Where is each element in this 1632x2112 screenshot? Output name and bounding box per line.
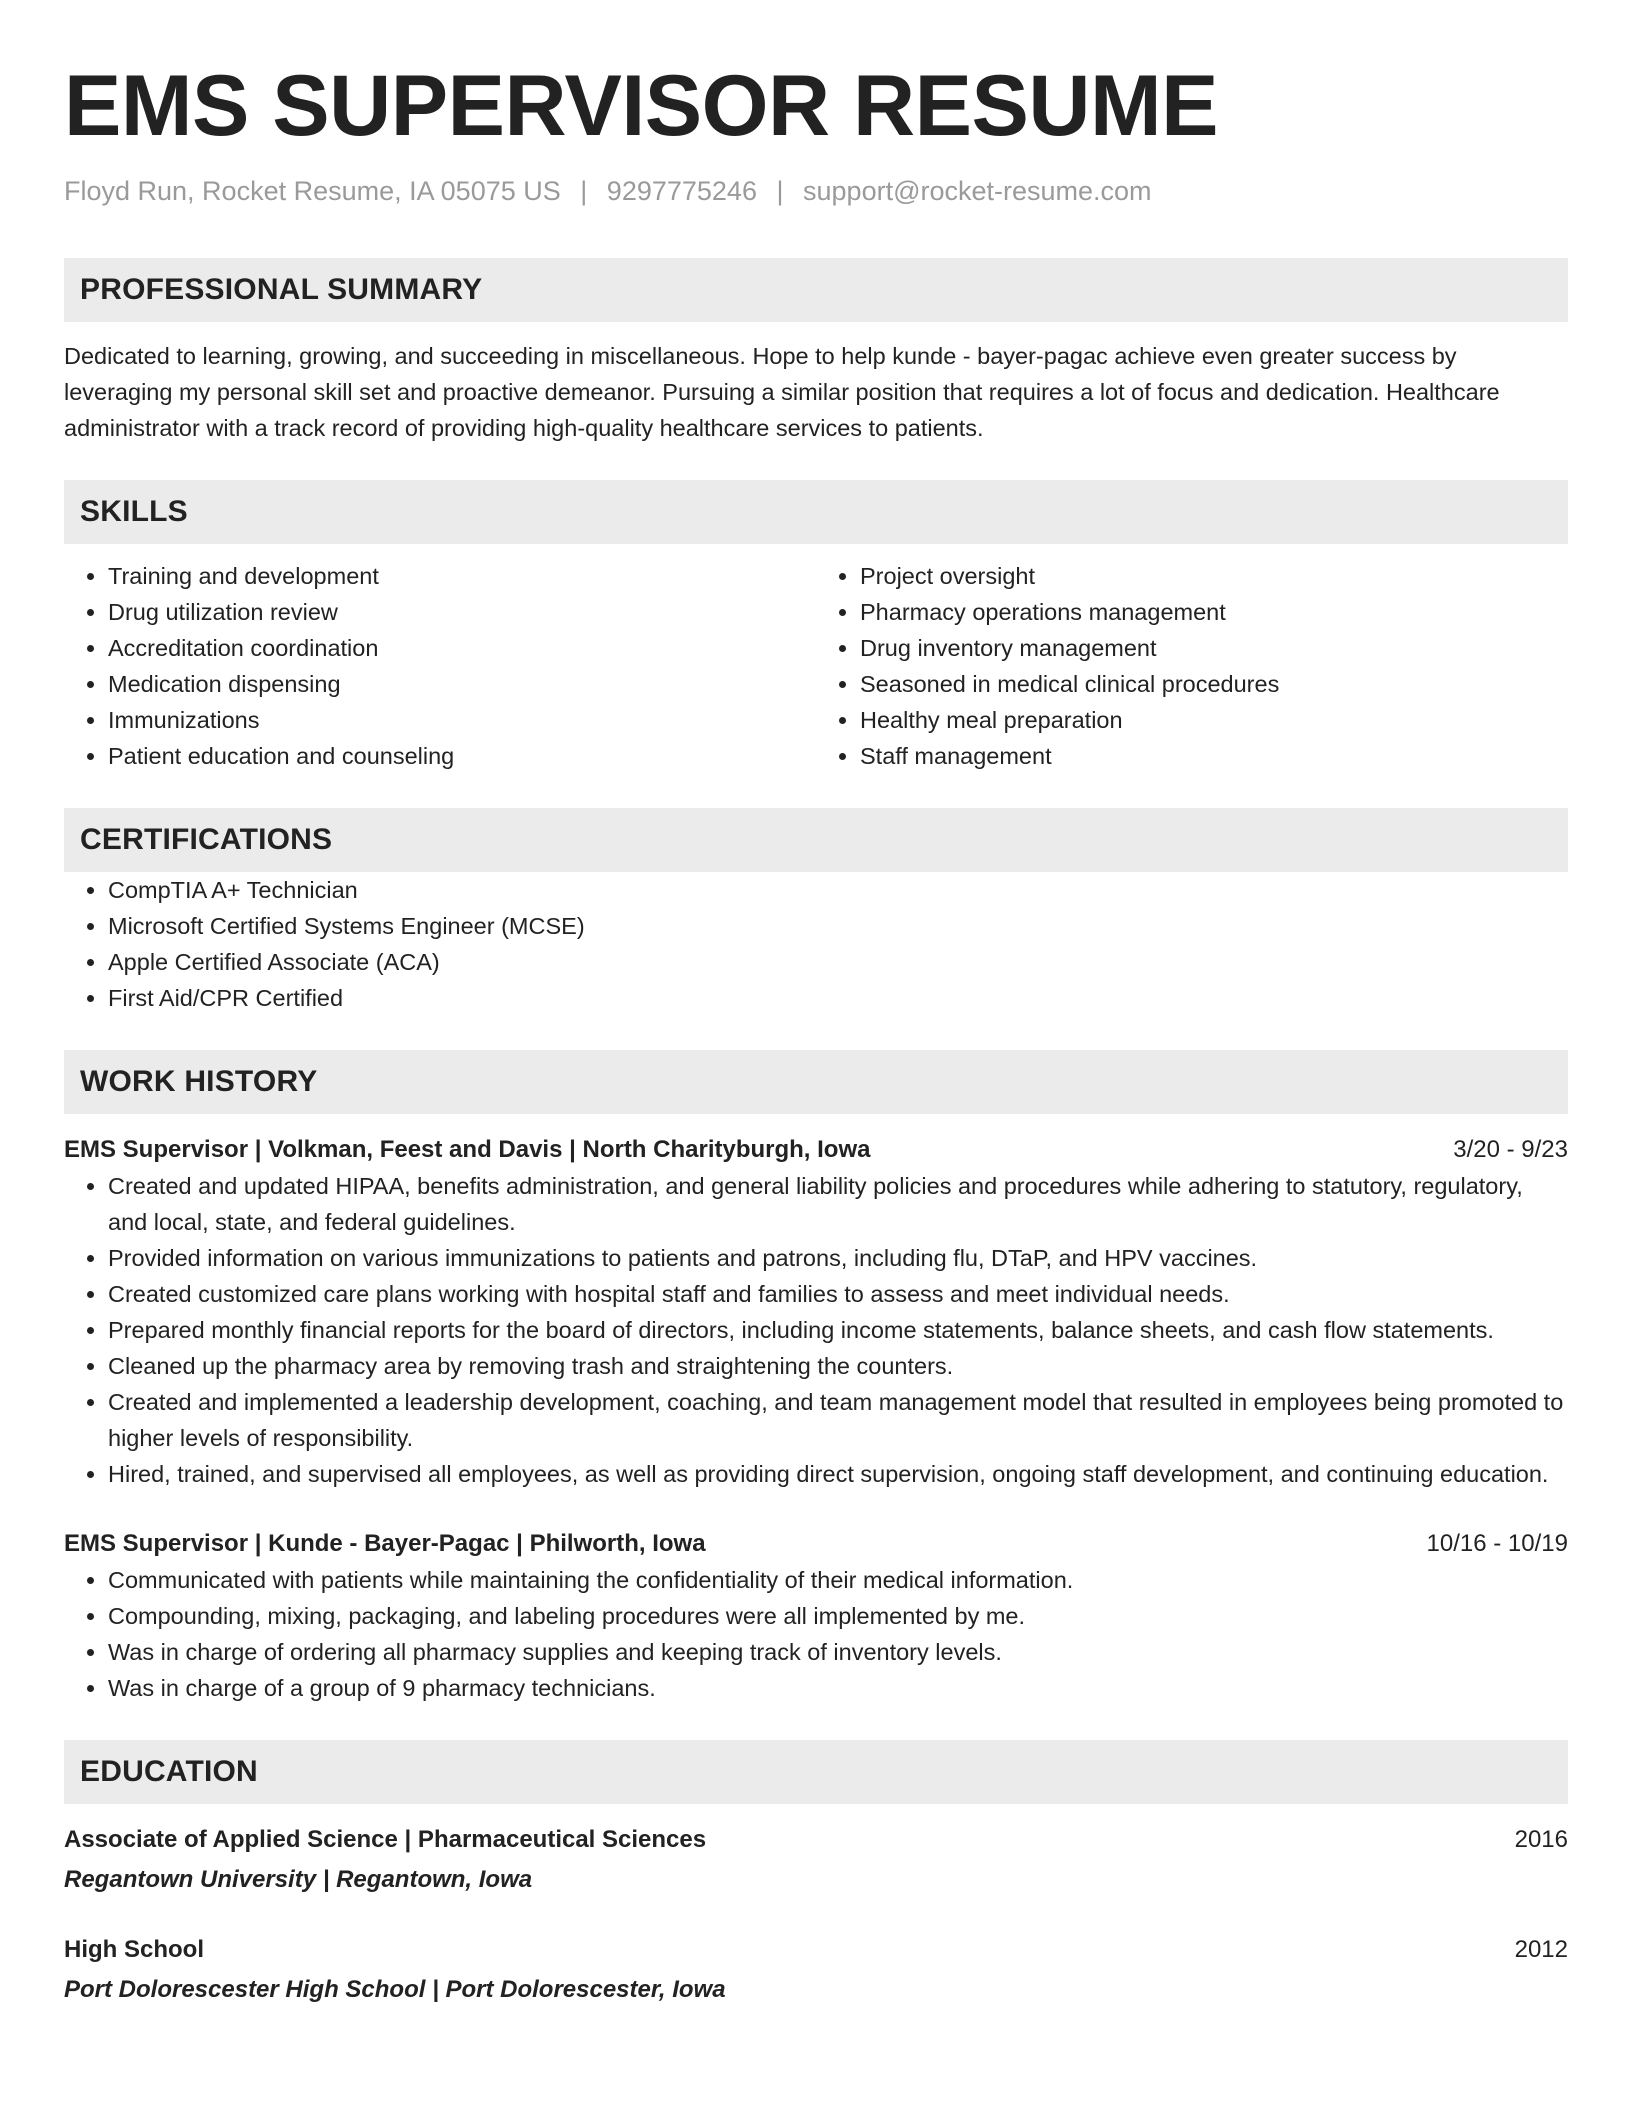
skills-columns [64, 558, 1568, 774]
job-bullet: • Was in charge of a group of 9 pharmacy technicians. [108, 1670, 1568, 1706]
skill-item: • Training and development [108, 558, 816, 594]
summary-section-header [64, 258, 1568, 322]
skill-item: • Drug inventory management [860, 630, 1568, 666]
certification-item: • Apple Certified Associate (ACA) [108, 944, 1568, 980]
job-bullets [64, 1168, 1568, 1492]
education-heading: EDUCATION [80, 1755, 258, 1788]
skill-item: • Immunizations [108, 702, 816, 738]
job-header [64, 1526, 1568, 1562]
work-history-heading: WORK HISTORY [80, 1065, 318, 1098]
work-history-section-header [64, 1050, 1568, 1114]
resume-title: EMS SUPERVISOR RESUME [64, 58, 1218, 154]
education-year: 2012 [1514, 1936, 1568, 1963]
education-year: 2016 [1514, 1826, 1568, 1853]
skill-item: • Seasoned in medical clinical procedures [860, 666, 1568, 702]
contact-separator: | [580, 176, 588, 206]
education-school: Regantown University | Regantown, Iowa [64, 1866, 533, 1893]
certifications-section-header [64, 808, 1568, 872]
job-bullet: • Created customized care plans working with hospital staff and families to assess and meet individual needs. [108, 1276, 1568, 1312]
skills-list-right [816, 558, 1568, 774]
contact-email: support@rocket-resume.com [803, 176, 1152, 206]
certifications-heading: CERTIFICATIONS [80, 823, 333, 856]
education-degree: High School [64, 1936, 204, 1963]
certifications-list [64, 872, 1568, 1016]
skill-item: • Staff management [860, 738, 1568, 774]
job-bullet: • Provided information on various immunizations to patients and patrons, including flu, DTaP, and HPV vaccines. [108, 1240, 1568, 1276]
job-bullets [64, 1562, 1568, 1706]
certification-item: • CompTIA A+ Technician [108, 872, 1568, 908]
job-title: EMS Supervisor | Kunde - Bayer-Pagac | Philworth, Iowa [64, 1530, 706, 1557]
job-bullet: • Compounding, mixing, packaging, and labeling procedures were all implemented by me. [108, 1598, 1568, 1634]
skills-heading: SKILLS [80, 495, 188, 528]
summary-text: Dedicated to learning, growing, and succeeding in miscellaneous. Hope to help kunde - bayer-pagac achieve even greater success by leveraging my personal skill set and proactive demeanor. Pursuing a similar position that requires a lot of focus and dedication. Healthcare administrator with a track record of providing high-quality healthcare services to patients. [64, 343, 1500, 441]
contact-separator: | [776, 176, 784, 206]
education-section-header [64, 1740, 1568, 1804]
summary-heading: PROFESSIONAL SUMMARY [80, 273, 483, 306]
contact-address: Floyd Run, Rocket Resume, IA 05075 US [64, 176, 561, 206]
job-bullet: • Prepared monthly financial reports for the board of directors, including income statements, balance sheets, and cash flow statements. [108, 1312, 1568, 1348]
job-bullet: • Communicated with patients while maintaining the confidentiality of their medical information. [108, 1562, 1568, 1598]
job-header [64, 1132, 1568, 1168]
job-dates: 3/20 - 9/23 [1453, 1136, 1568, 1163]
education-school: Port Dolorescester High School | Port Dolorescester, Iowa [64, 1976, 726, 2003]
skills-list-left [64, 558, 816, 774]
certification-item: • First Aid/CPR Certified [108, 980, 1568, 1016]
skill-item: • Healthy meal preparation [860, 702, 1568, 738]
skill-item: • Project oversight [860, 558, 1568, 594]
skills-section-header [64, 480, 1568, 544]
skill-item: • Accreditation coordination [108, 630, 816, 666]
contact-phone: 9297775246 [606, 176, 757, 206]
job-bullet: • Created and implemented a leadership development, coaching, and team management model that resulted in employees being promoted to higher levels of responsibility. [108, 1384, 1568, 1456]
job-bullet: • Cleaned up the pharmacy area by removing trash and straightening the counters. [108, 1348, 1568, 1384]
contact-line [64, 174, 1568, 208]
job-bullet: • Hired, trained, and supervised all employees, as well as providing direct supervision, ongoing staff development, and continuing education. [108, 1456, 1568, 1492]
skill-item: • Pharmacy operations management [860, 594, 1568, 630]
education-entry-header [64, 1932, 1568, 1968]
skill-item: • Medication dispensing [108, 666, 816, 702]
job-bullet: • Was in charge of ordering all pharmacy supplies and keeping track of inventory levels. [108, 1634, 1568, 1670]
skill-item: • Patient education and counseling [108, 738, 816, 774]
job-bullet: • Created and updated HIPAA, benefits administration, and general liability policies and procedures while adhering to statutory, regulatory, and local, state, and federal guidelines. [108, 1168, 1568, 1240]
education-degree: Associate of Applied Science | Pharmaceutical Sciences [64, 1826, 707, 1853]
job-dates: 10/16 - 10/19 [1426, 1530, 1568, 1557]
certification-item: • Microsoft Certified Systems Engineer (MCSE) [108, 908, 1568, 944]
education-entry-header [64, 1822, 1568, 1858]
job-title: EMS Supervisor | Volkman, Feest and Davis | North Charityburgh, Iowa [64, 1136, 871, 1163]
skill-item: • Drug utilization review [108, 594, 816, 630]
